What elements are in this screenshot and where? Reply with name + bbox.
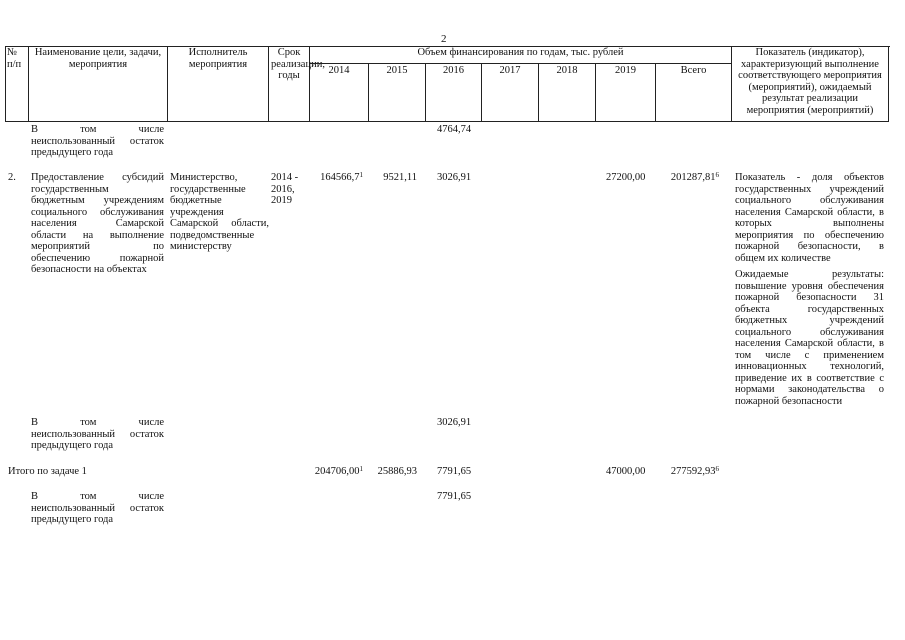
row2-value-total: 201287,81$^6$ bbox=[670, 171, 719, 183]
header-year-2016: 2016 bbox=[426, 64, 482, 122]
header-year-2017: 2017 bbox=[482, 64, 539, 122]
row1-value-2016: 4764,74 bbox=[437, 124, 472, 135]
row2-indicator: Показатель - доля объектов государственных учреждений социального обслуживания населения Самарской области, в которых выполнены мероприятия по обеспечению пожарной безопасности, в общем их количестве bbox=[735, 172, 884, 264]
total-row-value-2019: 47000,00 bbox=[606, 466, 646, 477]
header-year-2014: 2014 bbox=[310, 64, 369, 122]
row2-value-2015: 9521,11 bbox=[383, 172, 417, 183]
row2-name: Предоставление субсидий государственным бюджетным учреждениям социального обслуживания населения Самарской области на выполнение мероприятий по обеспечению пожарной безопасности на объектах bbox=[31, 172, 164, 275]
header-name: Наименование цели, задачи, мероприятия bbox=[29, 46, 168, 122]
header-total: Всего bbox=[656, 64, 732, 122]
header-funding-title: Объем финансирования по годам, тыс. рублей bbox=[310, 46, 732, 64]
row4-name: В том числе неиспользованный остаток предыдущего года bbox=[31, 491, 164, 525]
header-year-2019: 2019 bbox=[596, 64, 656, 122]
row2-executor: Министерство, государственные бюджетные учреждения Самарской области, подведомственные министерству bbox=[170, 172, 269, 252]
row2-value-2014: 164566,7$^1$ bbox=[320, 171, 363, 183]
total-row-label: Итого по задаче 1 bbox=[8, 466, 87, 477]
row2-term: 2014 - 2016, 2019 bbox=[271, 172, 299, 206]
row2-value-2019: 27200,00 bbox=[606, 172, 646, 183]
page-number: 2 bbox=[441, 33, 447, 45]
header-term: Срок реализации, годы bbox=[269, 46, 310, 122]
header-year-2015: 2015 bbox=[369, 64, 426, 122]
row2-expected-results: Ожидаемые результаты: повышение уровня обеспечения пожарной безопасности 31 объекта государственных бюджетных учреждений социального обслуживания населения Самарской области, в том числе с применением инновационных технологий, приведение их в соответствие с нормами законодательства о пожарной безопасности bbox=[735, 269, 884, 407]
total-row-value-2016: 7791,65 bbox=[437, 466, 472, 477]
header-executor: Исполнитель мероприятия bbox=[168, 46, 269, 122]
row4-value-2016: 7791,65 bbox=[437, 491, 472, 502]
total-row-value-total: 277592,93$^6$ bbox=[670, 465, 719, 477]
total-row-value-2014: 204706,00$^1$ bbox=[314, 465, 363, 477]
row2-num: 2. bbox=[8, 172, 16, 183]
total-row-value-2015: 25886,93 bbox=[377, 466, 417, 477]
row1-name: В том числе неиспользованный остаток предыдущего года bbox=[31, 124, 164, 158]
header-num: № п/п bbox=[5, 46, 29, 122]
header-indicator: Показатель (индикатор), характеризующий выполнение соответствующего мероприятия (мероприятий), ожидаемый результат реализации мероприятия (мероприятий) bbox=[732, 46, 889, 122]
row3-value-2016: 3026,91 bbox=[437, 417, 472, 428]
row3-name: В том числе неиспользованный остаток предыдущего года bbox=[31, 417, 164, 451]
header-year-2018: 2018 bbox=[539, 64, 596, 122]
row2-value-2016: 3026,91 bbox=[437, 172, 472, 183]
